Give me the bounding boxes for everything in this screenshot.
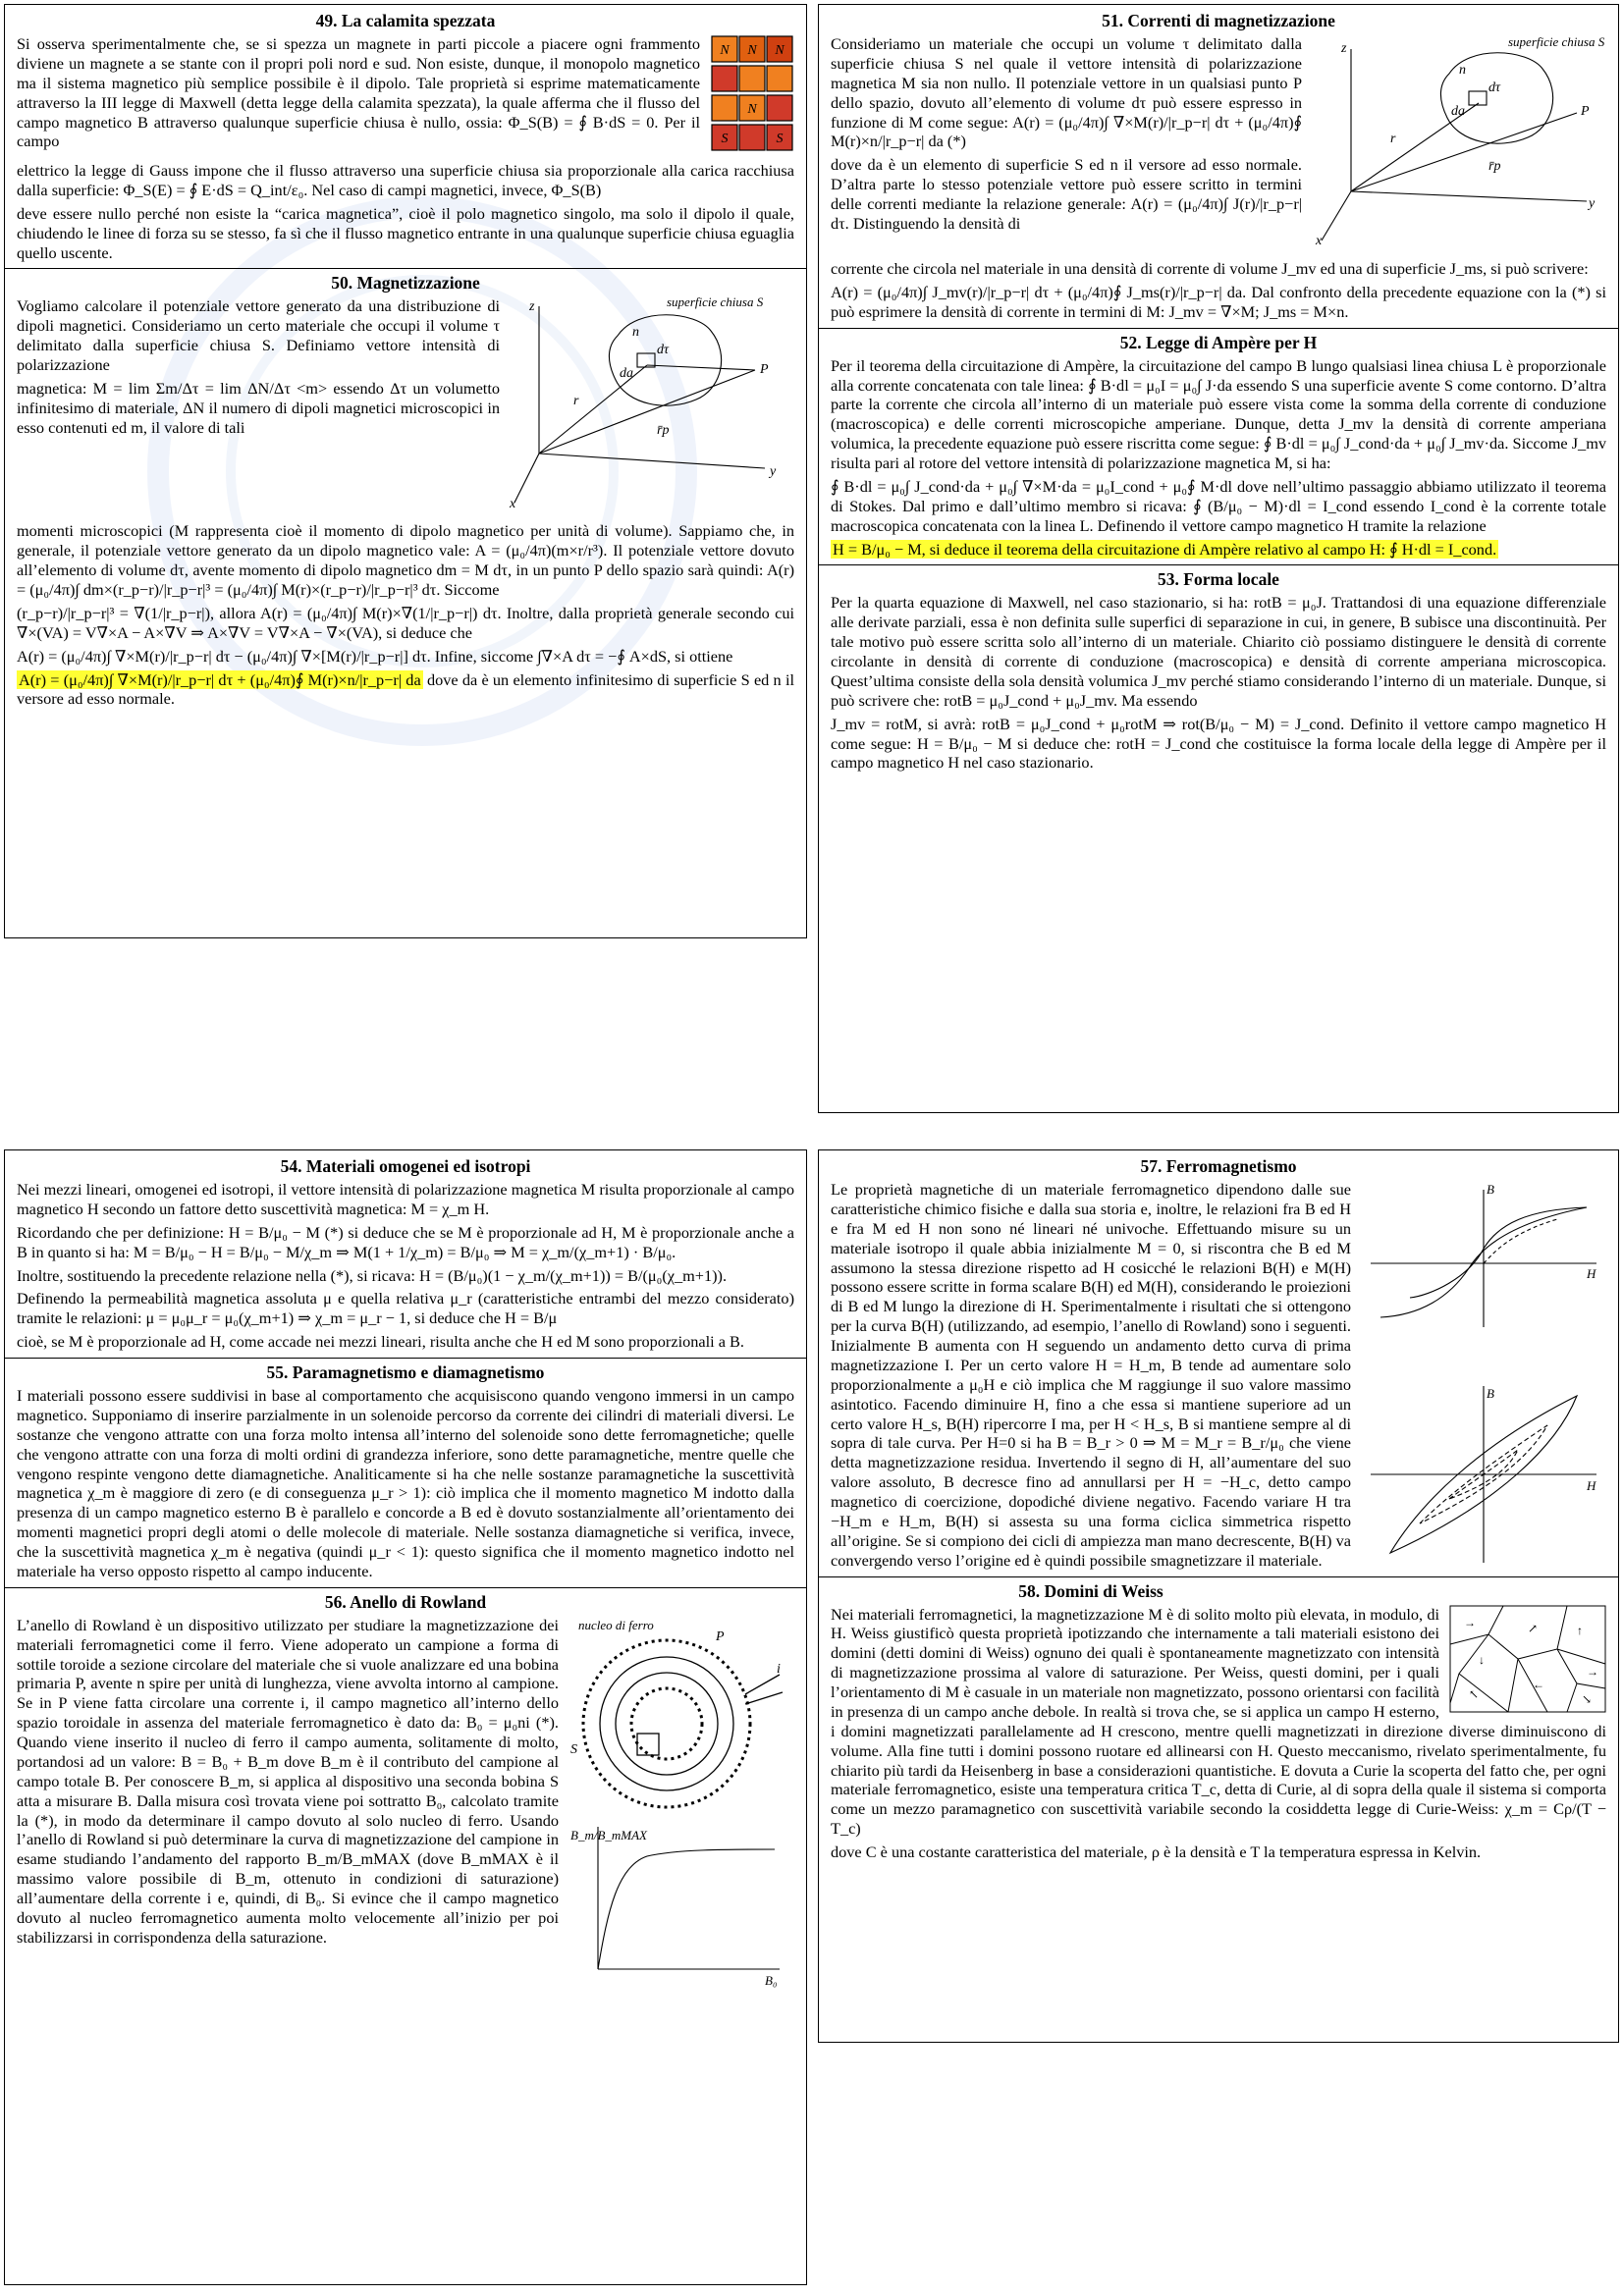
paragraph [17, 670, 794, 710]
section-title: 54. Materiali omogenei ed isotropi [280, 1156, 531, 1176]
svg-text:superficie chiusa S: superficie chiusa S [667, 296, 764, 310]
paragraph: Ricordando che per definizione: H = B/μ₀ − M (*) si deduce che se M è proporzionale ad H, M è proporzionale anche a B in quanto si ha: M = B/μ₀ − H = B/μ₀ − M/χ_m ⇒ M(1 + 1/χ_m) = B/μ₀ ⇒ M = χ_m/(χ_m+1) · B/μ₀. [17, 1222, 794, 1261]
svg-text:n: n [1459, 63, 1466, 78]
svg-text:→: → [1464, 1615, 1476, 1629]
svg-text:N: N [775, 43, 784, 58]
svg-text:N: N [747, 43, 757, 58]
section-title: 51. Correnti di magnetizzazione [1102, 11, 1335, 30]
paragraph: I materiali possono essere suddivisi in base al comportamento che acquisiscono quando vengono immersi in un campo magnetico. Supponiamo di inserire parzialmente in un solenoide percorso da corrente dei cilindri di materiali diversi. Le sostanze che vengono attratte con una forza molto intensa all’interno del solenoide sono dette ferromagnetiche; quelle che vengono attratte con una forza di molti ordini di grandezza inferiore, sono dette paramagnetiche, mentre quelle che vengono respinte vengono dette diamagnetiche. Analiticamente si ha che nelle sostanze paramagnetiche la suscettività magnetica χ_m è maggiore di zero (e di conseguenza μ_r > 1): ciò implica che il momento magnetico M indotto dalla presenza di un campo magnetico esterno B è parallelo e concorde a B ed è dovuto sostanzialmente all’orientamento dei momenti magnetici propri degli atomi o delle molecole di materiale. Nelle sostanza diamagnetiche si verifica, invece, che la suscettività magnetica χ_m è negativa (quindi μ_r < 1): questo significa che il momento magnetico indotto nel materiale ha verso opposto rispetto al campo inducente. [17, 1386, 794, 1580]
svg-text:B: B [1487, 1386, 1494, 1401]
svg-text:dτ: dτ [1488, 80, 1501, 95]
svg-text:r: r [1390, 132, 1396, 146]
panel-top-left [4, 4, 807, 938]
section-title: 52. Legge di Ampère per H [1119, 332, 1318, 352]
section-title: 53. Forma locale [1158, 569, 1279, 590]
svg-text:superficie chiusa S: superficie chiusa S [1508, 34, 1605, 49]
paragraph: dove C è una costante caratteristica del materiale, ρ è la densità e T la temperatura espressa in Kelvin. [831, 1842, 1482, 1861]
paragraph: elettrico la legge di Gauss impone che il flusso attraverso una superficie chiusa sia proporzionale alla carica racchiusa dalla superficie: Φ_S(E) = ∮ E·dS = Q_int/ε₀. Nel caso di campi magnetici, invece, Φ_S(B) [17, 161, 794, 199]
section-title: 55. Paramagnetismo e diamagnetismo [266, 1362, 545, 1382]
svg-text:↗: ↗ [1528, 1621, 1539, 1635]
section-title: 58. Domini di Weiss [1018, 1580, 1163, 1601]
svg-text:↓: ↓ [1479, 1652, 1485, 1667]
svg-text:S: S [776, 132, 784, 146]
paragraph: momenti microscopici (M rappresenta cioè il momento di dipolo magnetico per unità di volume). Sappiamo che, in generale, il potenziale vettore generato da un dipolo magnetico vale: A = (μ₀/4π)(m×r/r³). Il potenziale vettore dovuto all’elemento di volume dτ, avente momento di dipolo magnetico dm = M dτ, in un punto P dello spazio sarà quindi: A(r) = (μ₀/4π)∫ dm×(r_p−r)/|r_p−r|³ = (μ₀/4π)∫ M(r)×(r_p−r)/|r_p−r|³ dτ. Siccome [17, 521, 794, 599]
panel-bottom-left [4, 1149, 807, 2285]
paragraph: Consideriamo un materiale che occupi un volume τ delimitato dalla superficie chiusa S nel quale il vettore intensità di polarizzazione magnetica M sia non nullo. Il potenziale vettore in un qualsiasi punto P dello spazio, dovuto all’elemento di volume dτ può essere espresso in funzione di M come segue: A(r) = (μ₀/4π)∫ ∇×M(r)/|r_p−r| dτ + (μ₀/4π)∮ M(r)×n/|r_p−r| da (*) [831, 34, 1302, 151]
section-52 [819, 328, 1618, 560]
section-title: 49. La calamita spezzata [315, 11, 496, 30]
panel-bottom-right [818, 1149, 1619, 2043]
paragraph: A(r) = (μ₀/4π)∫ J_mv(r)/|r_p−r| dτ + (μ₀/4π)∮ J_ms(r)/|r_p−r| da. Dal confronto della precedente equazione con la (*) si può esprimere la densità di corrente in termini di M: J_mv = ∇×M; J_ms = M×n. [831, 282, 1606, 321]
svg-text:x: x [1316, 234, 1323, 248]
paragraph: magnetica: M = lim Σm/Δτ = lim ΔN/Δτ <m> essendo Δτ un volumetto infinitesimo di materiale, ΔN il numero di dipoli magnetici microscopici in esso contenuti ed m, il valore di tali [17, 378, 500, 437]
svg-text:y: y [770, 464, 777, 480]
svg-text:S: S [570, 1741, 577, 1757]
section-title: 57. Ferromagnetismo [1140, 1156, 1297, 1176]
svg-text:S: S [721, 132, 729, 146]
paragraph: Inoltre, sostituendo la precedente relazione nella (*), si ricava: H = (B/μ₀)(1 − χ_m/(χ_m+1)) = B/(μ₀(χ_m+1)). [17, 1265, 728, 1285]
section-54 [5, 1156, 806, 1352]
paragraph: dove da è un elemento di superficie S ed n il versore ad esso normale. D’altra parte lo stesso potenziale vettore può essere scritto in termini delle correnti mediante la relazione generale: A(r) = (μ₀/4π)∫ J(r)/|r_p−r| dτ. Distinguendo la densità di [831, 155, 1302, 233]
svg-text:N: N [720, 43, 730, 58]
section-50 [5, 268, 806, 709]
svg-text:n: n [632, 325, 639, 341]
svg-text:y: y [1589, 196, 1596, 211]
paragraph: deve essere nullo perché non esiste la “carica magnetica”, cioè il polo magnetico singolo, ma solo il dipolo il quale, chiudendo le linee di forza su se stesso, fa sì che il flusso magnetico entrante in una qualunque superficie chiusa eguaglia quello uscente. [17, 203, 794, 262]
volume-diagram [510, 296, 794, 517]
svg-text:r: r [573, 394, 579, 409]
paragraph: Per la quarta equazione di Maxwell, nel caso stazionario, si ha: rotB = μ₀J. Trattandosi di una equazione differenziale alle derivate parziali, essa è non definita sulle superfici di separazione in cui, in genere, B subisce una discontinuità. Per tale motivo può essere scritta solo all’interno di un materiale. Chiarito ciò possiamo distinguere le densità di corrente circolante in densità di corrente di conduzione (macroscopica) e densità di corrente amperiana microscopica. Quest’ultima consiste della sola densità volumica J_mv perché stiamo considerando l’interno di un materiale. Dunque, si può scrivere che: rotB = μ₀J_cond + μ₀J_mv. Ma essendo [831, 593, 1606, 710]
svg-text:da: da [620, 366, 633, 382]
rowland-ring-figure [568, 1616, 794, 1994]
paragraph-text: dove da è un elemento infinitesimo di superficie S ed n il versore ad esso normale. [17, 669, 794, 709]
svg-text:z: z [529, 299, 535, 315]
svg-text:r̄p: r̄p [657, 423, 670, 439]
paragraph: Per il teorema della circuitazione di Ampère, la circuitazione del campo B lungo qualsiasi linea chiusa L è proporzionale alla corrente concatenata con tale linea: ∮ B·dl = μ₀I = μ₀∫ J·da essendo S una superficie avente S come contorno. D’altra parte la corrente che circola all’interno di un materiale può essere vista come la somma della corrente di conduzione (macroscopica) e delle correnti microscopiche amperiane. Dunque, detta J_mv la densità di corrente amperiana volumica, la precedente equazione può essere riscritta come segue: ∮ B·dl = μ₀∫ J_cond·da + μ₀∫ J_mv·da. Siccome J_mv risulta pari al rotore del vettore intensità di polarizzazione magnetica M, si ha: [831, 355, 1606, 472]
svg-text:i: i [777, 1661, 781, 1677]
paragraph: J_mv = rotM, si avrà: rotB = μ₀J_cond + μ₀rotM ⇒ rot(B/μ₀ − M) = J_cond. Definito il vettore campo magnetico H come segue: H = B/μ₀ − M si deduce che: rotH = J_cond che costituisce la forma locale della legge di Ampère per il campo magnetico H nel caso stazionario. [831, 714, 1606, 773]
svg-text:↑: ↑ [1577, 1623, 1583, 1637]
svg-text:r̄p: r̄p [1488, 159, 1501, 174]
svg-text:nucleo di ferro: nucleo di ferro [578, 1617, 654, 1632]
svg-text:P: P [760, 362, 769, 378]
section-56 [5, 1587, 806, 1988]
section-55 [5, 1358, 806, 1581]
svg-text:B₀: B₀ [765, 1972, 778, 1988]
svg-text:H: H [1587, 1266, 1596, 1281]
svg-text:↖: ↖ [1469, 1686, 1480, 1701]
svg-text:H: H [1587, 1478, 1596, 1493]
paragraph: Vogliamo calcolare il potenziale vettore generato da una distribuzione di dipoli magnetici. Consideriamo un certo materiale che occupi il volume τ delimitato dalla superficie chiusa S. Definiamo vettore intensità di polarizzazione [17, 296, 500, 374]
paragraph: ∮ B·dl = μ₀∫ J_cond·da + μ₀∫ ∇×M·da = μ₀I_cond + μ₀∮ M·dl dove nell’ultimo passaggio abbiamo utilizzato il teorema di Stokes. Dal primo e dall’ultimo membro si ricava: ∮ (B/μ₀ − M)·dl = I_cond essendo I_cond è la corrente totale macroscopica concatenata con la linea L. Definendo il vettore campo magnetico H tramite la relazione [831, 476, 1606, 535]
paragraph [831, 540, 1606, 560]
paragraph: Definendo la permeabilità magnetica assoluta μ e quella relativa μ_r (caratteristiche entrambi del mezzo considerato) tramite le relazioni: μ = μ₀μ_r = μ₀(χ_m+1) ⇒ χ_m = μ_r − 1, si deduce che H = B/μ [17, 1289, 794, 1328]
section-57 [819, 1156, 1618, 1571]
svg-text:da: da [1451, 104, 1465, 119]
weiss-domains-figure [1449, 1605, 1606, 1718]
svg-text:x: x [510, 497, 516, 512]
svg-text:→: → [1587, 1664, 1598, 1679]
svg-text:dτ: dτ [657, 343, 670, 358]
paragraph: corrente che circola nel materiale in una densità di corrente di volume J_mv ed una di superficie J_ms, si può scrivere: [831, 259, 1589, 278]
svg-text:P: P [716, 1629, 725, 1644]
svg-text:P: P [1581, 104, 1590, 119]
svg-text:B: B [1487, 1182, 1494, 1197]
hysteresis-figures [1361, 1180, 1606, 1577]
volume-diagram [1312, 34, 1606, 255]
svg-text:B_m/B_mMAX: B_m/B_mMAX [570, 1827, 647, 1842]
panel-top-right [818, 4, 1619, 1113]
svg-text:←: ← [1533, 1677, 1544, 1691]
section-title: 50. Magnetizzazione [331, 273, 480, 294]
section-53 [819, 564, 1618, 773]
section-title: 56. Anello di Rowland [324, 1591, 487, 1612]
broken-magnet-figure [710, 34, 794, 157]
paragraph: cioè, se M è proporzionale ad H, come accade nei mezzi lineari, risulta anche che H ed M sono proporzionali a B. [17, 1332, 744, 1352]
paragraph: A(r) = (μ₀/4π)∫ ∇×M(r)/|r_p−r| dτ − (μ₀/4π)∫ ∇×[M(r)/|r_p−r|] dτ. Infine, siccome ∫∇×A dτ = −∮ A×dS, si ottiene [17, 646, 733, 666]
svg-text:z: z [1341, 41, 1347, 56]
section-51 [819, 11, 1618, 322]
svg-text:N: N [747, 102, 757, 117]
highlighted-formula: A(r) = (μ₀/4π)∫ ∇×M(r)/|r_p−r| dτ + (μ₀/4π)∮ M(r)×n/|r_p−r| da [19, 669, 421, 689]
paragraph: Le proprietà magnetiche di un materiale ferromagnetico dipendono dalle sue caratteristiche chimico fisiche e dalla sua storia e, inoltre, le relazioni fra B ed H e fra M ed H non sono né lineari né univoche. Effettuando misure su un materiale isotropo il quale abbia inizialmente M = 0, si riscontra che B ed M assumono la stessa direzione rispetto ad H cosicché le relazioni B(H) e M(H) possono essere scritte in forma scalare B(H) ed M(H), considerando le proiezioni di B ed M lungo la direzione di H. Sperimentalmente i risultati che si ottengono per la curva B(H) (utilizzando, ad esempio, l’anello di Rowland) sono i seguenti. Inizialmente B aumenta con H seguendo un andamento detto curva di prima magnetizzazione I. Per un certo valore H = H_m, B tende ad aumentare solo proporzionalmente a μ₀H e ciò implica che M raggiunge il suo valore massimo asintotico. Facendo diminuire H, fino a che essa si mantiene superiore ad un certo valore H_s, B(H) ripercorre I ma, per H < H_s, B si mantiene sempre al di sopra di tale curva. Per H=0 si ha B = B_r > 0 ⇒ M = M_r = B_r/μ₀ che viene detta magnetizzazione residua. Invertendo il segno di H, all’aumentare del suo valore assoluto, B decresce fino ad annullarsi per H = −H_c, detto campo magnetico di coercizione, dopodiché diviene negativo. Facendo variare H tra −H_m e H_m, B(H) si assesta su una forma ciclica simmetrica rispetto all’origine. Se si compiono dei cicli di ampiezza man mano decrescente, B(H) va convergendo verso l’origine ed è quindi possibile smagnetizzare il materiale. [831, 1180, 1351, 1570]
paragraph: Nei mezzi lineari, omogenei ed isotropi, il vettore intensità di polarizzazione magnetica M risulta proporzionale al campo magnetico H secondo un fattore detto suscettività magnetica: M = χ_m H. [17, 1180, 794, 1218]
svg-text:↘: ↘ [1582, 1691, 1593, 1706]
section-58 [819, 1576, 1618, 1862]
paragraph: (r_p−r)/|r_p−r|³ = ∇(1/|r_p−r|), allora A(r) = (μ₀/4π)∫ M(r)×∇(1/|r_p−r|) dτ. Inoltre, dalla proprietà generale secondo cui ∇×(VA) = V∇×A − A×∇V ⇒ A×∇V = V∇×A − ∇×(VA), si deduce che [17, 603, 794, 642]
section-49 [5, 11, 806, 262]
highlighted-formula: H = B/μ₀ − M, si deduce il teorema della circuitazione di Ampère relativo al campo H: ∮ H·dl = I_cond. [833, 539, 1497, 559]
paragraph: Nei materiali ferromagnetici, la magnetizzazione M è di solito molto più elevata, in modulo, di H. Weiss giustificò questa proprietà ipotizzando che internamente a tali materiali esistono dei domini (detti domini di Weiss) ognuno dei quali è spontaneamente magnetizzato con intensità di magnetizzazione prossima al valore di saturazione. Per Weiss, questi domini, per i quali l’orientamento di M è casuale in un materiale non magnetizzato, possono orientarsi con facilità in presenza di un campo anche debole. In realtà si trova che, se si applica un campo H esterno, i domini magnetizzati parallelamente ad H crescono, mentre quelli magnetizzati in direzione diverse diminuiscono di volume. Alla fine tutti i domini possono ruotare ed allinearsi con H. Questo meccanismo, rivelato sperimentalmente, fu chiarito più tardi da Heisenberg in base a considerazioni quantistiche. E dovuta a Curie la scoperta del fatto che, per ogni materiale ferromagnetico, esiste una temperatura critica T_c, detta di Curie, al di sopra della quale il sistema si comporta come un mezzo paramagnetico con suscettività variabile secondo la cosiddetta legge di Curie-Weiss: χ_m = Cρ/(T − T_c) [831, 1604, 1606, 1839]
paragraph: Si osserva sperimentalmente che, se si spezza un magnete in parti piccole a piacere ogni frammento diviene un magnete a se stante con il propri poli nord e sud. Non esiste, dunque, il monopolo magnetico ma il sistema magnetico più semplice possibile è il dipolo. Tale proprietà si esprime matematicamente attraverso la III legge di Maxwell (detta legge della calamita spezzata), la quale afferma che il flusso del campo magnetico B attraverso qualunque superficie chiusa è nullo, ossia: Φ_S(B) = ∮ B·dS = 0. Per il campo [17, 34, 700, 151]
paragraph: L’anello di Rowland è un dispositivo utilizzato per studiare la magnetizzazione dei materiali ferromagnetici come il ferro. Viene adoperato un campione a forma di sottile toroide a sezione circolare del materiale che si vuole analizzare ed una bobina primaria P, avente n spire per unità di lunghezza, viene avvolta intorno al campione. Se in P viene fatta circolare una corrente i, il campo magnetico all’interno dello spazio toroidale in assenza del materiale ferromagnetico è dato da: B₀ = μ₀ni (*). Quando viene inserito il nucleo di ferro il campo aumenta, solitamente di molto, portandosi ad un valore: B = B₀ + B_m dove B_m è il contributo del campione al campo totale B. Per conoscere B_m, si applica al dispositivo una seconda bobina S atta a misurare B. Dalla misura così trovata viene poi sottratto B₀, calcolato tramite la (*), in modo da determinare il campo dovuto al solo nucleo di ferro. Usando l’anello di Rowland si può determinare la curva di magnetizzazione del campione in esame studiando l’andamento del rapporto B_m/B_mMAX (dove B_mMAX è il massimo valore possibile di B_m, ottenuto in condizioni di saturazione) all’aumentare della corrente i e, quindi, di B₀. Si evince che il campo magnetico dovuto al nucleo ferromagnetico aumenta molto velocemente all’inizio per poi stabilizzarsi in corrispondenza della saturazione. [17, 1615, 559, 1947]
